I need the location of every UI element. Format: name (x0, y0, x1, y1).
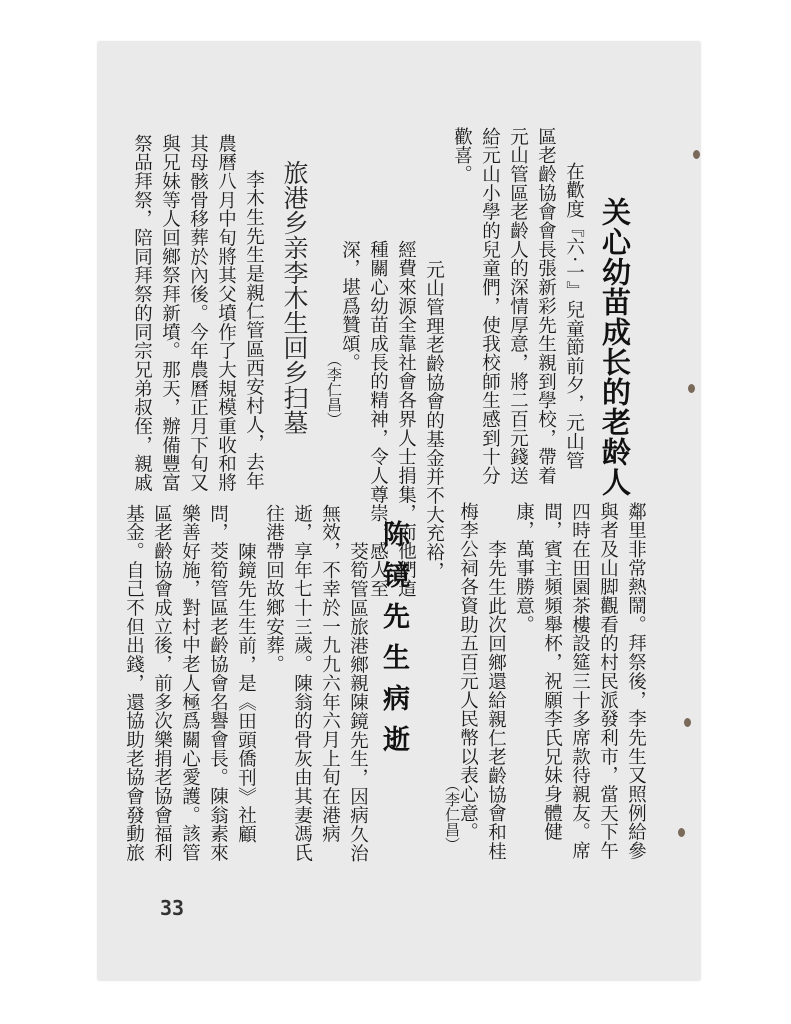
scanned-page (98, 42, 700, 980)
article3-line: 陳鏡先生生前，是《田頭僑刊》社顧 (235, 542, 257, 844)
article2-cont-line: 梅李公祠各資助五百元人民幣以表心意。 (457, 502, 479, 842)
binding-hole-4 (678, 828, 685, 837)
binding-hole-2 (688, 384, 695, 393)
article3-line: 區老齡協會成立後，前多次樂捐老協會福利 (151, 504, 173, 863)
article3-title: 陈镜先生病逝 (378, 520, 409, 766)
article2-cont-line: 間，賓主頻頻舉杯，祝願李氏兄妹身體健 (541, 502, 563, 842)
article3-line: 無效，不幸於一九九六年六月上旬在港病 (319, 504, 341, 844)
article1-line: 元山管理老齡協會的基金并不大充裕， (423, 260, 445, 581)
article3-line: 問，茭筍管區老齡協會名譽會長。陳翁素來 (207, 504, 229, 863)
article2-cont-line: 鄰里非常熱鬧。拜祭後，李先生又照例給參 (625, 502, 647, 861)
article1-line: 種關心幼苗成長的精神，令人尊崇，感人至 (367, 240, 389, 599)
article2-cont-line: 李先生此次回鄉還給親仁老齡協會和桂 (485, 540, 507, 861)
binding-hole-1 (693, 150, 700, 159)
article2-cont-line: 康，萬事勝意。 (513, 502, 535, 634)
article2-line: 祭品拜祭，陪同拜祭的同宗兄弟叔侄，親戚 (131, 134, 153, 493)
article2-line: 李木生先生是親仁管區西安村人，去年 (243, 170, 265, 491)
article1-line: 給元山小學的兒童們，使我校師生感到十分 (479, 127, 501, 486)
article3-line: 基金。自己不但出錢，還協助老協會發動旅 (123, 504, 145, 863)
binding-hole-3 (684, 718, 691, 727)
article2-author: （李仁昌） (443, 777, 461, 852)
article1-line: 在歡度『六·一』兒童節前夕，元山管 (563, 162, 585, 470)
article3-line: 樂善好施，對村中老人極爲關心愛護。該管 (179, 504, 201, 863)
article2-title: 旅港乡亲李木生回乡扫墓 (280, 160, 309, 435)
article3-line: 茭筍管區旅港鄉親陳鏡先生，因病久治 (347, 542, 369, 863)
page-number: 33 (160, 896, 185, 920)
article1-line: 元山管區老齡人的深情厚意，將二百元錢送 (507, 127, 529, 486)
article1-author: （李仁昌） (325, 352, 343, 427)
article1-title: 关心幼苗成长的老龄人 (598, 197, 632, 497)
article2-cont-line: 四時在田園茶樓設筵三十多席款待親友。席 (569, 502, 591, 861)
article1-line: 經費來源全靠社會各界人士捐集，而他們這 (395, 240, 417, 599)
article1-line: 歡喜。 (451, 127, 473, 184)
article2-line: 農曆八月中旬將其父墳作了大規模重收和將 (215, 134, 237, 493)
article2-line: 其母骸骨移葬於內後。今年農曆正月下旬又 (187, 134, 209, 493)
article1-line: 深，堪爲贊頌。 (339, 240, 361, 372)
article1-line: 區老齡協會會長張新彩先生親到學校，帶着 (535, 127, 557, 486)
article2-line: 與兄妹等人回鄉祭拜新墳。那天，辦備豐富 (159, 134, 181, 493)
article3-line: 往港帶回故鄉安葬。 (263, 504, 285, 674)
article3-line: 逝，享年七十三歲。陳翁的骨灰由其妻馮氏 (291, 504, 313, 863)
article2-cont-line: 與者及山脚觀看的村民派發利市，當天下午 (597, 502, 619, 861)
